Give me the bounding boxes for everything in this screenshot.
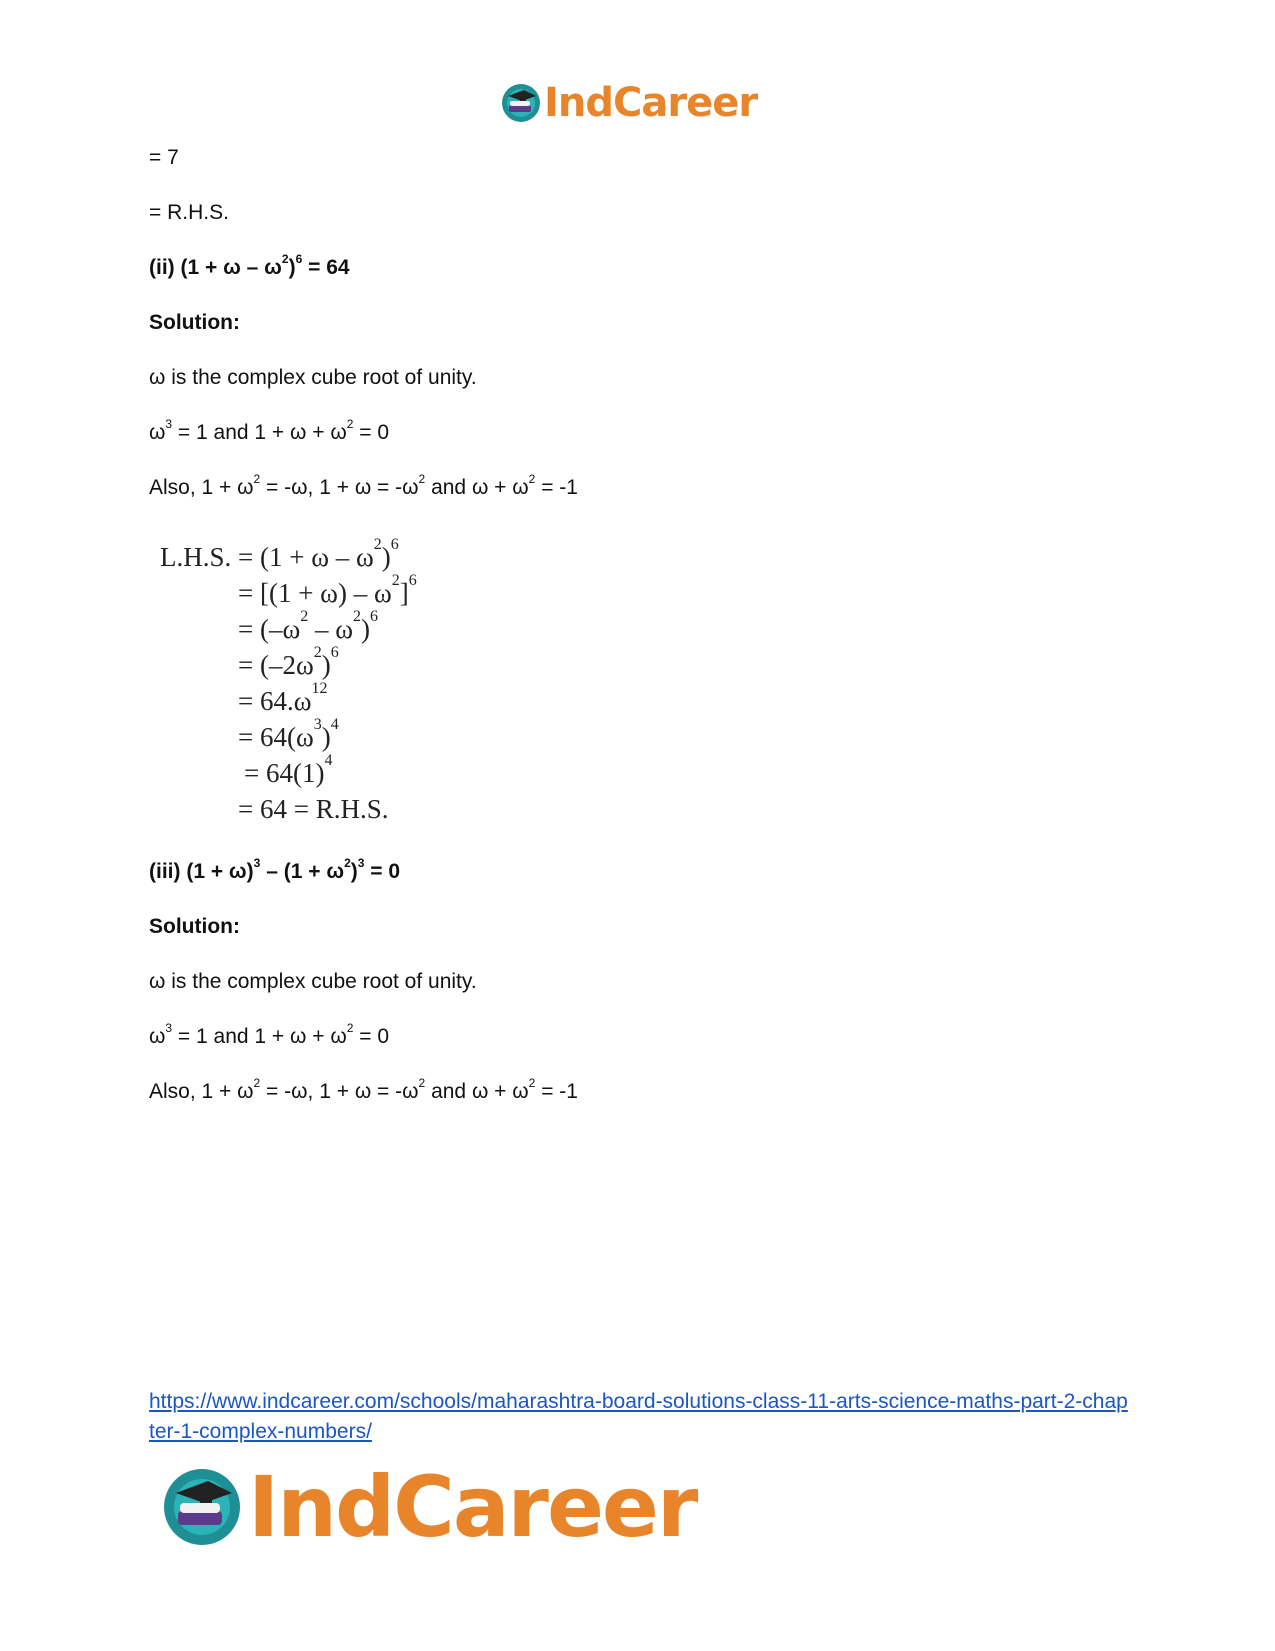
logo-wordmark: IndCareer bbox=[248, 1458, 697, 1556]
omega-definition: ω is the complex cube root of unity. bbox=[149, 970, 477, 993]
graduation-cap-book-icon bbox=[160, 1465, 244, 1549]
also-identities: Also, $1 + \omega^2 = -\omega$, $1 + \omega = -\omega^2$ and $\omega + \omega^2 = -1$ bbox=[149, 1076, 578, 1103]
logo-wordmark: IndCareer bbox=[544, 80, 758, 126]
also-identities: Also, $1 + \omega^2 = -\omega$, $1 + \omega = -\omega^2$ and $\omega + \omega^2 = -1$ bbox=[149, 472, 578, 499]
footer-logo bbox=[160, 1458, 697, 1556]
omega-definition: ω is the complex cube root of unity. bbox=[149, 366, 477, 389]
source-url-link[interactable]: https://www.indcareer.com/schools/maharashtra-board-solutions-class-11-arts-science-maths-part-2-chapter-1-complex-numbers/ bbox=[149, 1390, 1128, 1443]
solution-label: Solution: bbox=[149, 915, 240, 938]
question-iii-heading: (iii) $(1 + \omega)^3 - (1 + \omega^2)^3 = 0$ bbox=[149, 856, 401, 883]
derivation-step: = $[(1 + \omega) - \omega^2]^6$ bbox=[238, 572, 417, 608]
derivation-step: = $64.\omega^{12}$ bbox=[238, 680, 328, 716]
derivation-step: = $(-2\omega^2)^6$ bbox=[238, 644, 339, 680]
derivation-step: = $(-\omega^2 - \omega^2)^6$ bbox=[238, 608, 379, 644]
solution-label: Solution: bbox=[149, 311, 240, 334]
cube-root-identity: $\omega^3 = 1$ and $1 + \omega + \omega^2 = 0$ bbox=[149, 1021, 390, 1048]
question-ii-heading: (ii) $(1 + \omega - \omega^2)^6 = 64$ bbox=[149, 252, 350, 279]
derivation-step: L.H.S. = $(1 + \omega - \omega^2)^6$ bbox=[160, 536, 399, 572]
header-logo bbox=[500, 80, 757, 126]
derivation-step: = 64 = R.H.S. bbox=[238, 794, 389, 824]
equals-rhs: = R.H.S. bbox=[149, 201, 229, 224]
equals-seven: = 7 bbox=[149, 146, 179, 169]
derivation-step: = $64(1)^4$ bbox=[244, 752, 333, 788]
derivation-step: = $64(\omega^3)^4$ bbox=[238, 716, 339, 752]
cube-root-identity: $\omega^3 = 1$ and $1 + \omega + \omega^2 = 0$ bbox=[149, 417, 390, 444]
graduation-cap-book-icon bbox=[500, 82, 542, 124]
